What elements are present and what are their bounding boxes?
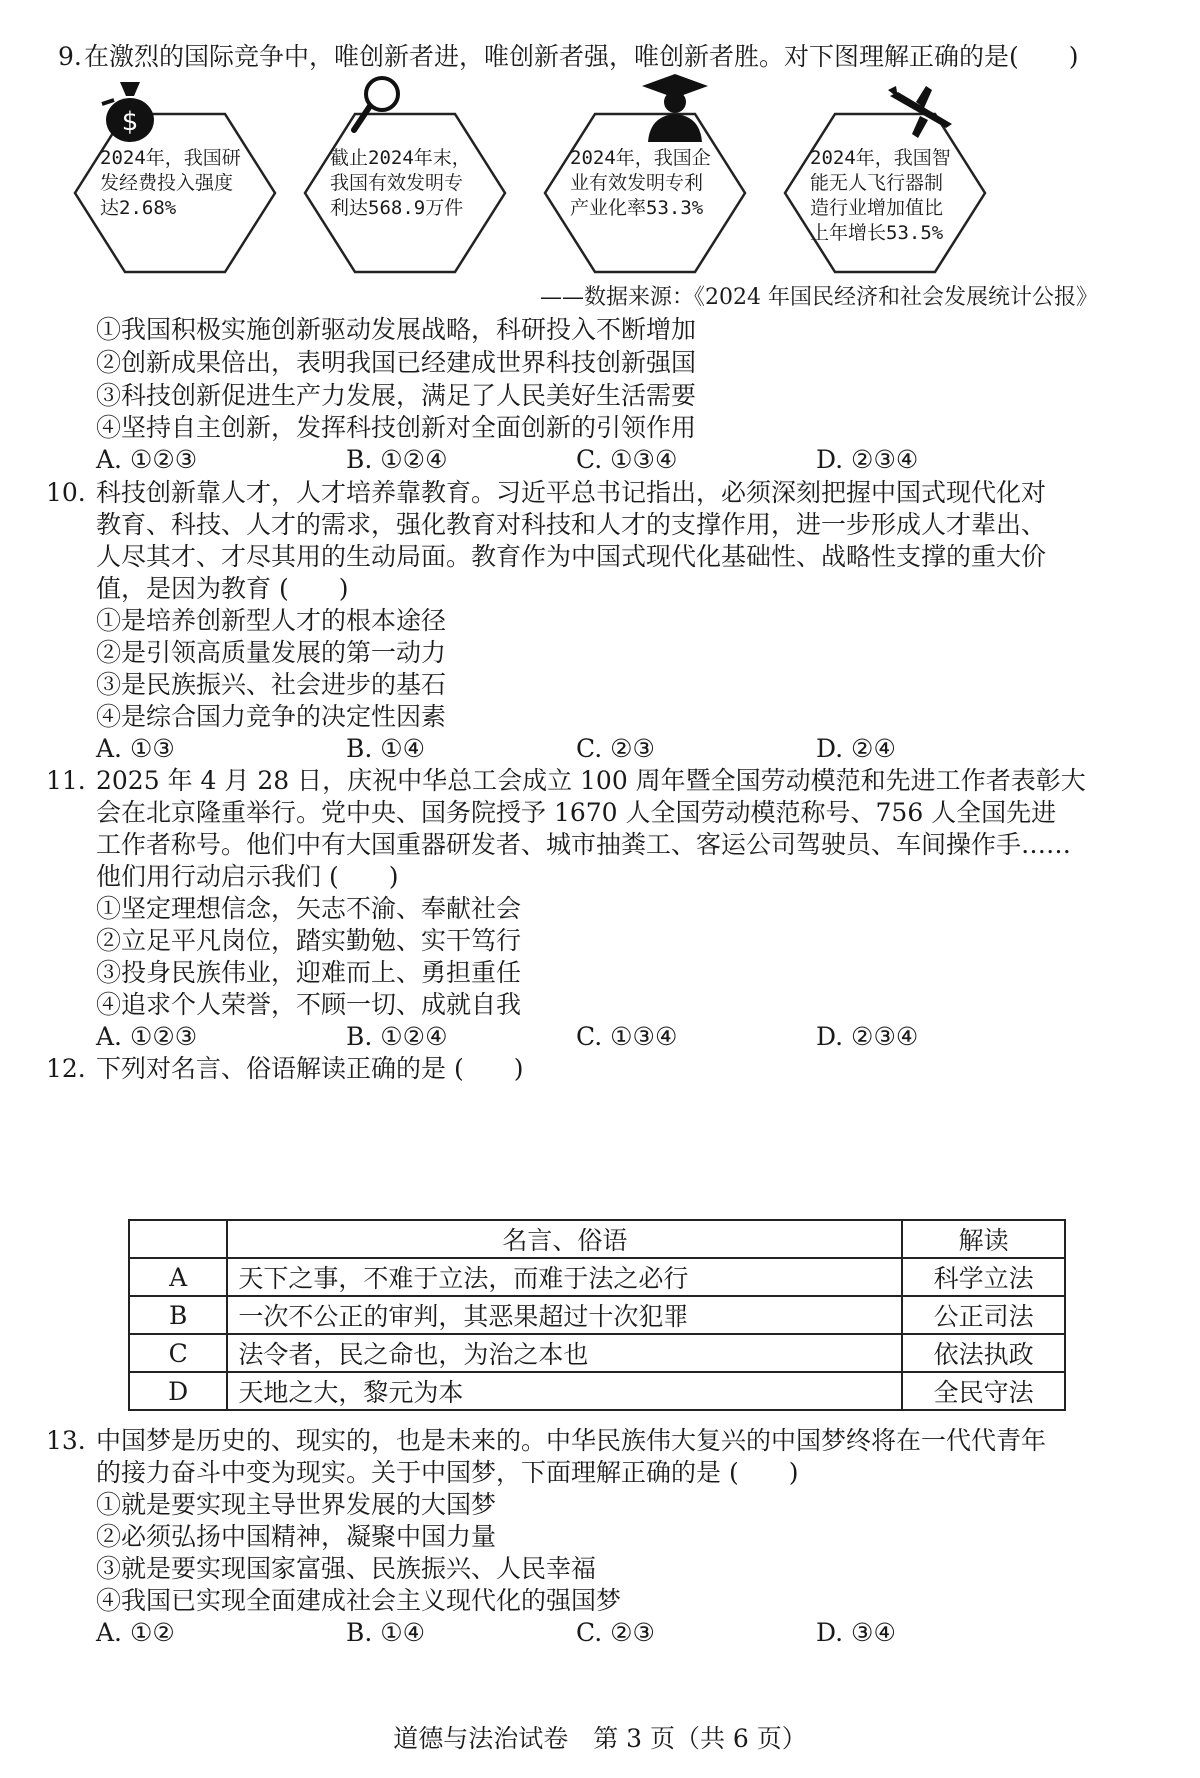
row-key: A <box>129 1258 227 1296</box>
question-10-stem-line-3: 人尽其才、才尽其用的生动局面。教育作为中国式现代化基础性、战略性支撑的重大价 <box>96 542 1047 571</box>
q11-option-a[interactable]: A. ①②③ <box>96 1022 198 1051</box>
q13-item-2: ②必须弘扬中国精神，凝聚中国力量 <box>96 1522 497 1551</box>
question-10-stem-line-2: 教育、科技、人才的需求，强化教育对科技和人才的支撑作用，进一步形成人才辈出、 <box>96 510 1047 539</box>
q9-option-a[interactable]: A. ①②③ <box>96 445 198 474</box>
q13-option-d[interactable]: D. ③④ <box>816 1618 896 1647</box>
money-bag-icon <box>100 74 160 148</box>
q11-option-d[interactable]: D. ②③④ <box>816 1022 919 1051</box>
q9-item-4: ④坚持自主创新，发挥科技创新对全面创新的引领作用 <box>96 413 697 442</box>
q9-option-c[interactable]: C. ①③④ <box>576 445 678 474</box>
q10-option-d[interactable]: D. ②④ <box>816 734 896 763</box>
q9-item-3: ③科技创新促进生产力发展，满足了人民美好生活需要 <box>96 381 697 410</box>
question-11-stem-line-3: 工作者称号。他们中有大国重器研发者、城市抽粪工、客运公司驾驶员、车间操作手…… <box>96 830 1072 859</box>
magnifier-icon <box>348 72 408 146</box>
table-header-interpretation: 解读 <box>902 1220 1065 1258</box>
q9-item-2: ②创新成果倍出，表明我国已经建成世界科技创新强国 <box>96 348 697 377</box>
question-11-stem-line-4: 他们用行动启示我们 ( ) <box>96 862 399 891</box>
q11-item-1: ①坚定理想信念，矢志不渝、奉献社会 <box>96 894 522 923</box>
question-13-stem-line-2: 的接力奋斗中变为现实。关于中国梦，下面理解正确的是 ( ) <box>96 1458 799 1487</box>
question-11-stem-line-1: 2025 年 4 月 28 日，庆祝中华总工会成立 100 周年暨全国劳动模范和先进工作者表彰大 <box>96 766 1086 795</box>
q10-item-4: ④是综合国力竞争的决定性因素 <box>96 702 447 731</box>
row-interpretation: 依法执政 <box>902 1334 1065 1372</box>
question-10-number: 10. <box>46 478 86 507</box>
question-9-number: 9. <box>58 42 82 71</box>
question-9-stem: 在激烈的国际竞争中，唯创新者进，唯创新者强，唯创新者胜。对下图理解正确的是( ) <box>84 42 1079 71</box>
q11-option-b[interactable]: B. ①②④ <box>346 1022 448 1051</box>
question-12-stem: 下列对名言、俗语解读正确的是 ( ) <box>96 1054 524 1083</box>
row-key: C <box>129 1334 227 1372</box>
question-11-stem-line-2: 会在北京隆重举行。党中央、国务院授予 1670 人全国劳动模范称号、756 人全国先进 <box>96 798 1057 827</box>
row-interpretation: 科学立法 <box>902 1258 1065 1296</box>
q13-option-a[interactable]: A. ①② <box>96 1618 175 1647</box>
figure-source: ——数据来源：《2024 年国民经济和社会发展统计公报》 <box>540 285 1098 310</box>
drone-icon <box>886 84 960 144</box>
q9-option-d[interactable]: D. ②③④ <box>816 445 919 474</box>
row-interpretation: 全民守法 <box>902 1372 1065 1410</box>
question-13-stem-line-1: 中国梦是历史的、现实的，也是未来的。中华民族伟大复兴的中国梦终将在一代代青年 <box>96 1426 1047 1455</box>
q10-item-2: ②是引领高质量发展的第一动力 <box>96 638 447 667</box>
page-footer: 道德与法治试卷 第 3 页（共 6 页） <box>393 1724 807 1753</box>
row-idiom: 法令者，民之命也，为治之本也 <box>227 1334 902 1372</box>
q9-option-b[interactable]: B. ①②④ <box>346 445 448 474</box>
q13-item-3: ③就是要实现国家富强、民族振兴、人民幸福 <box>96 1554 597 1583</box>
row-key: B <box>129 1296 227 1334</box>
q10-item-3: ③是民族振兴、社会进步的基石 <box>96 670 447 699</box>
figure-4-text: 2024年，我国智能无人飞行器制造行业增加值比上年增长53.5% <box>810 147 951 244</box>
q10-option-b[interactable]: B. ①④ <box>346 734 426 763</box>
table-header-row <box>129 1220 1065 1258</box>
question-13-number: 13. <box>46 1426 86 1455</box>
question-10-stem-line-1: 科技创新靠人才，人才培养靠教育。习近平总书记指出，必须深刻把握中国式现代化对 <box>96 478 1047 507</box>
q11-item-3: ③投身民族伟业，迎难而上、勇担重任 <box>96 958 522 987</box>
row-idiom: 天地之大，黎元为本 <box>227 1372 902 1410</box>
q13-option-b[interactable]: B. ①④ <box>346 1618 426 1647</box>
q13-option-c[interactable]: C. ②③ <box>576 1618 655 1647</box>
figure-2-text: 截止2024年末，我国有效发明专利达568.9万件 <box>330 147 471 219</box>
question-11-number: 11. <box>46 766 86 795</box>
q11-item-2: ②立足平凡岗位，踏实勤勉、实干笃行 <box>96 926 522 955</box>
table-header-key <box>129 1220 227 1258</box>
q10-option-c[interactable]: C. ②③ <box>576 734 655 763</box>
table-row[interactable] <box>129 1296 1065 1334</box>
idiom-table <box>128 1219 1066 1411</box>
q11-item-4: ④追求个人荣誉，不顾一切、成就自我 <box>96 990 522 1019</box>
q10-item-1: ①是培养创新型人才的根本途径 <box>96 606 447 635</box>
question-12-number: 12. <box>46 1054 86 1083</box>
q13-item-1: ①就是要实现主导世界发展的大国梦 <box>96 1490 497 1519</box>
q10-option-a[interactable]: A. ①③ <box>96 734 175 763</box>
table-row[interactable] <box>129 1258 1065 1296</box>
svg-text:$: $ <box>121 107 139 137</box>
question-10-stem-line-4: 值，是因为教育 ( ) <box>96 574 349 603</box>
q9-item-1: ①我国积极实施创新驱动发展战略，科研投入不断增加 <box>96 315 697 344</box>
q11-option-c[interactable]: C. ①③④ <box>576 1022 678 1051</box>
row-key: D <box>129 1372 227 1410</box>
figure-3-text: 2024年，我国企业有效发明专利产业化率53.3% <box>570 147 711 219</box>
graduate-icon <box>640 72 710 146</box>
table-row[interactable] <box>129 1372 1065 1410</box>
row-idiom: 天下之事，不难于立法，而难于法之必行 <box>227 1258 902 1296</box>
row-idiom: 一次不公正的审判，其恶果超过十次犯罪 <box>227 1296 902 1334</box>
figure-1-text: 2024年，我国研发经费投入强度达2.68% <box>100 147 241 219</box>
q13-item-4: ④我国已实现全面建成社会主义现代化的强国梦 <box>96 1586 622 1615</box>
table-header-idiom: 名言、俗语 <box>227 1220 902 1258</box>
row-interpretation: 公正司法 <box>902 1296 1065 1334</box>
table-row[interactable] <box>129 1334 1065 1372</box>
